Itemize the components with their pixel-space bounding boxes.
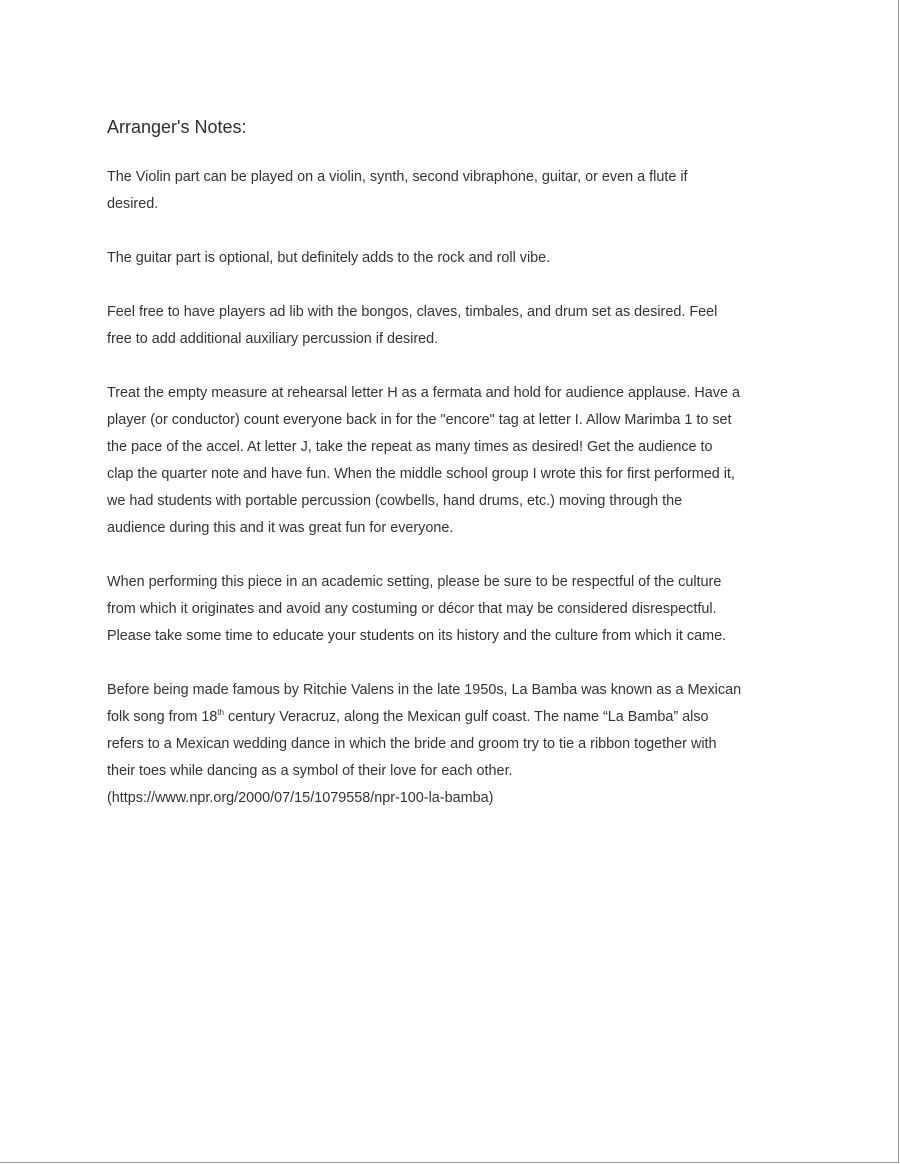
paragraph-percussion [107, 299, 802, 353]
text-line: refers to a Mexican wedding dance in which the bride and groom try to tie a ribbon together with [107, 736, 717, 752]
text-line: the pace of the accel. At letter J, take the repeat as many times as desired! Get the audience to [107, 439, 713, 455]
page-title: Arranger's Notes: [107, 117, 247, 137]
source-url: (https://www.npr.org/2000/07/15/1079558/npr-100-la-bamba) [107, 790, 494, 806]
notes-content [107, 113, 802, 812]
text-line: free to add additional auxiliary percussion if desired. [107, 331, 439, 347]
paragraph-violin-part [107, 164, 802, 218]
ordinal-superscript: th [217, 708, 225, 717]
text-line: When performing this piece in an academic setting, please be sure to be respectful of the culture [107, 574, 722, 590]
paragraph-cultural-respect [107, 569, 802, 650]
text-line: clap the quarter note and have fun. When the middle school group I wrote this for first performed it, [107, 466, 735, 482]
paragraph-performance-instructions [107, 380, 802, 542]
text-line: The guitar part is optional, but definitely adds to the rock and roll vibe. [107, 250, 551, 266]
text-line: The Violin part can be played on a violin, synth, second vibraphone, guitar, or even a flute if [107, 169, 688, 185]
text-line: from which it originates and avoid any costuming or décor that may be considered disrespectful. [107, 601, 717, 617]
text-line: Please take some time to educate your students on its history and the culture from which it came. [107, 628, 727, 644]
text-line: Before being made famous by Ritchie Valens in the late 1950s, La Bamba was known as a Mexican [107, 682, 742, 698]
text-line: player (or conductor) count everyone back in for the "encore" tag at letter I. Allow Marimba 1 to set [107, 412, 732, 428]
text-line: audience during this and it was great fun for everyone. [107, 520, 454, 536]
text-line: desired. [107, 196, 159, 212]
text-segment: folk song from 18 [107, 709, 218, 725]
text-line: Treat the empty measure at rehearsal letter H as a fermata and hold for audience applause. Have a [107, 385, 741, 401]
text-line: their toes while dancing as a symbol of their love for each other. [107, 763, 513, 779]
paragraph-guitar-part [107, 245, 802, 272]
paragraph-history [107, 677, 802, 812]
text-line: we had students with portable percussion (cowbells, hand drums, etc.) moving through the [107, 493, 683, 509]
text-line-with-superscript [107, 704, 802, 731]
text-segment: century Veracruz, along the Mexican gulf coast. The name “La Bamba” also [224, 709, 709, 725]
text-line: Feel free to have players ad lib with the bongos, claves, timbales, and drum set as desired. Feel [107, 304, 718, 320]
